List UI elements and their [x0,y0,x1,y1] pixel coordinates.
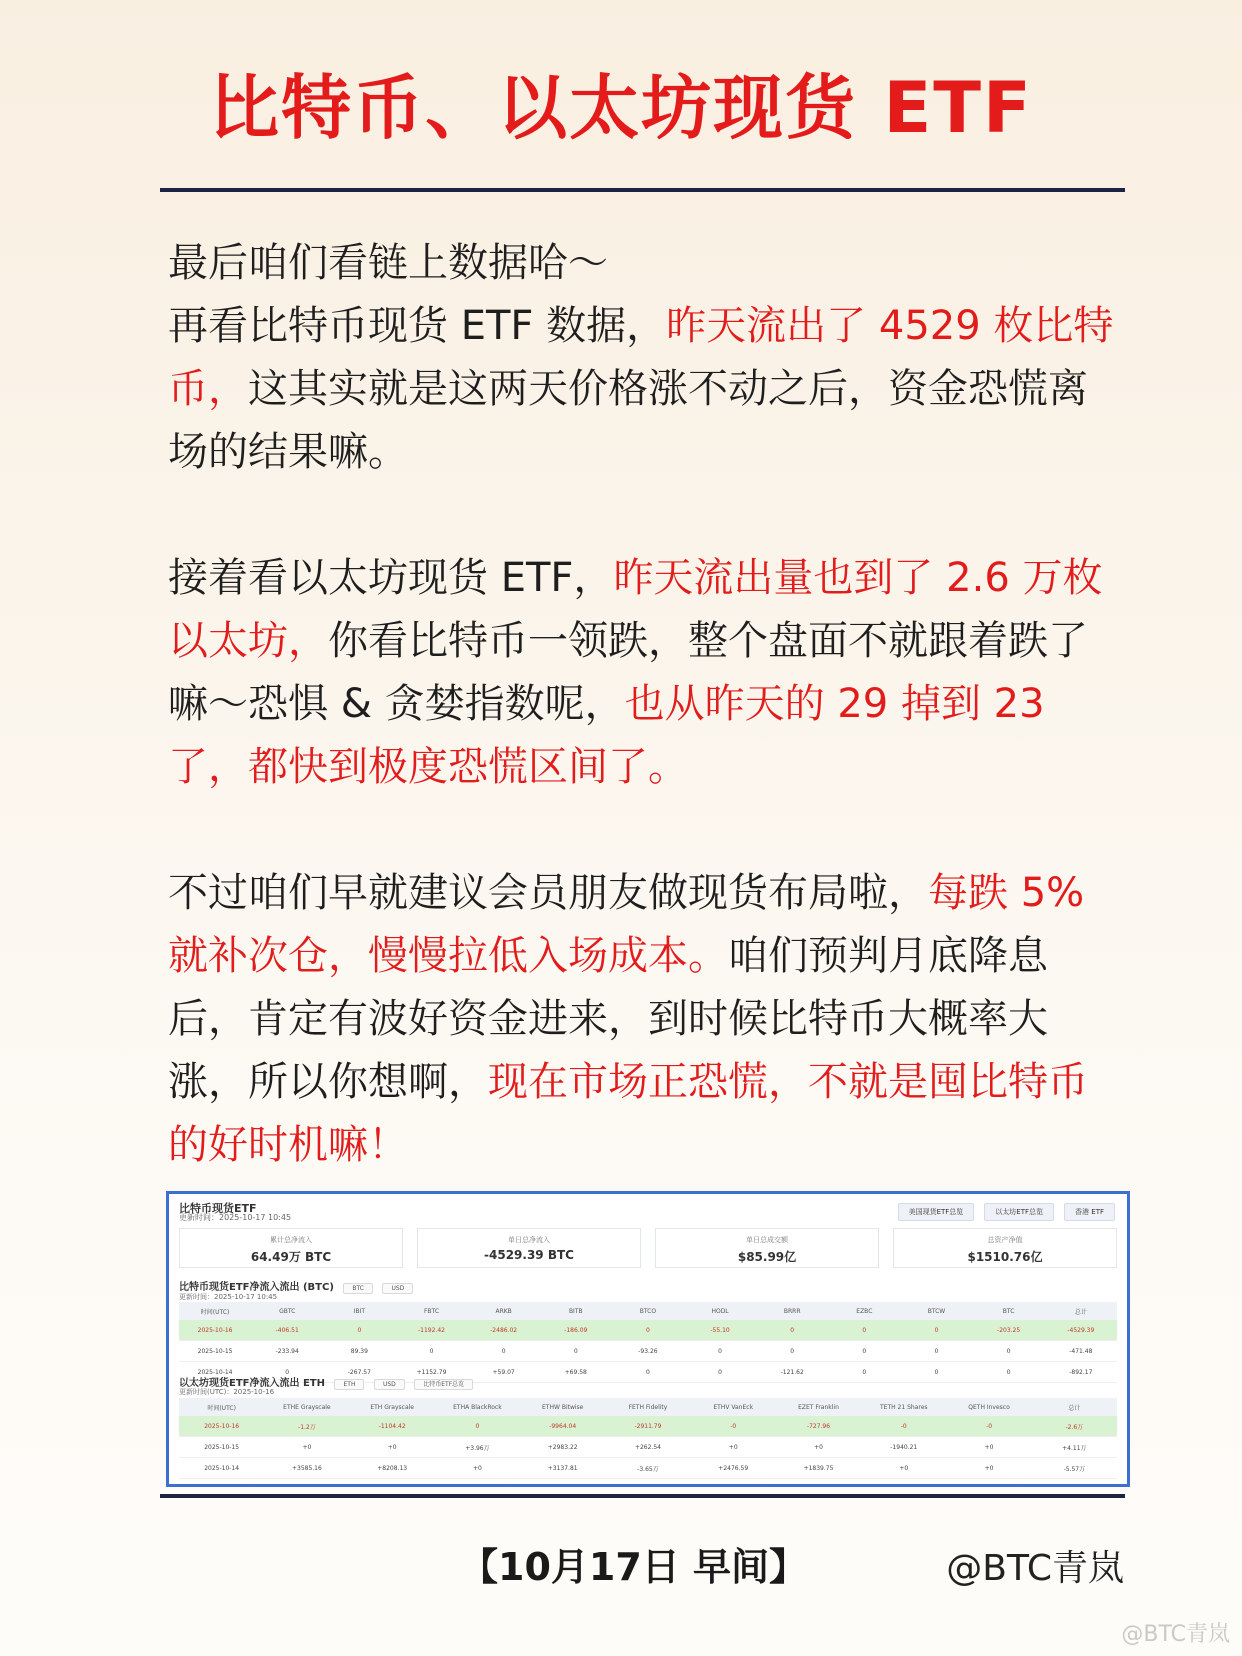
column-header: ARKB [468,1302,540,1320]
table-cell: +0 [435,1458,520,1479]
table-cell: 0 [251,1362,323,1383]
column-header: BITB [540,1302,612,1320]
highlight-text: 昨天流出了 4529 枚比特币， [168,303,1114,412]
eth-flow-table [179,1398,1117,1479]
overview-button[interactable]: 香港 ETF [1064,1203,1115,1221]
table-cell: -233.94 [251,1341,323,1362]
table-row [179,1320,1117,1341]
overview-button[interactable]: 美国现货ETF总览 [898,1203,975,1221]
column-header: EZET Franklin [776,1398,861,1416]
table-cell: +3585.16 [264,1458,349,1479]
table-row [179,1341,1117,1362]
table-cell: +0 [946,1437,1031,1458]
table-cell: +0 [691,1437,776,1458]
table-cell: 0 [612,1320,684,1341]
card-label: 单日总成交额 [746,1236,788,1244]
footer-date: 【10月17日 早间】 [460,1545,807,1589]
table-cell: -1940.21 [861,1437,946,1458]
summary-card [655,1228,879,1268]
column-header: 时间(UTC) [179,1302,251,1320]
eth-section-sub: 更新时间(UTC)：2025-10-16 [179,1388,275,1396]
card-label: 总资产净值 [987,1236,1023,1244]
column-header: 时间(UTC) [179,1398,264,1416]
card-value: $85.99亿 [737,1250,797,1264]
table-cell: +0 [861,1458,946,1479]
card-value: $1510.76亿 [967,1250,1043,1264]
eth-section-title: 以太坊现货ETF净流入流出 ETH ETH USD 比特币ETF总览 [179,1374,473,1389]
overview-buttons [898,1203,1115,1221]
paragraph-text: 再看比特币现货 ETF 数据， [168,303,667,349]
table-cell: +4.11万 [1032,1437,1117,1458]
table-cell: 89.39 [323,1341,395,1362]
table-cell: 2025-10-14 [179,1362,251,1383]
table-cell: -186.09 [540,1320,612,1341]
table-cell: 0 [900,1320,972,1341]
table-cell: 2025-10-16 [179,1416,264,1437]
column-header: 总计 [1045,1302,1117,1320]
column-header: ETH Grayscale [350,1398,435,1416]
table-cell: -406.51 [251,1320,323,1341]
paragraph [168,547,1118,799]
btc-tab[interactable]: BTC [343,1283,373,1294]
table-cell: -93.26 [612,1341,684,1362]
table-cell: -4529.39 [1045,1320,1117,1341]
table-cell: 0 [395,1341,467,1362]
highlight-text: 每跌 5% 就补次仓，慢慢拉低入场成本。 [168,870,1085,979]
table-cell: 2025-10-15 [179,1341,251,1362]
table-cell: -203.25 [973,1320,1045,1341]
btc-section-title: 比特币现货ETF净流入流出 (BTC) BTC USD [179,1278,413,1293]
table-cell: -9964.04 [520,1416,605,1437]
table-cell: +1152.79 [395,1362,467,1383]
paragraph [168,232,1118,484]
table-cell: +2983.22 [520,1437,605,1458]
table-row [179,1458,1117,1479]
table-cell: +3137.81 [520,1458,605,1479]
table-cell: +0 [264,1437,349,1458]
table-cell: +0 [350,1437,435,1458]
table-row [179,1437,1117,1458]
etf-data-screenshot [166,1191,1130,1487]
footer-handle: @BTC青岚 [946,1548,1124,1589]
screenshot-heading: 比特币现货ETF [179,1202,257,1215]
card-label: 单日总净流入 [508,1236,550,1244]
page-title: 比特币、以太坊现货 ETF [209,67,1033,149]
summary-card [417,1228,641,1268]
card-value: -4529.39 BTC [484,1248,574,1262]
article-body [168,232,1118,1177]
table-cell: -471.48 [1045,1341,1117,1362]
column-header: ETHE Grayscale [264,1398,349,1416]
overview-button[interactable]: 以太坊ETF总览 [984,1203,1054,1221]
summary-card [179,1228,403,1268]
table-cell: -892.17 [1045,1362,1117,1383]
table-cell: 2025-10-16 [179,1320,251,1341]
paragraph-text: 咱们预判月底降息后，肯定有波好资金进来，到时候比特币大概率大涨，所以你想啊， [168,933,1048,1105]
table-cell: -0 [691,1416,776,1437]
table-cell: -121.62 [756,1362,828,1383]
table-cell: 0 [435,1416,520,1437]
table-cell: 2025-10-15 [179,1437,264,1458]
table-cell: -727.96 [776,1416,861,1437]
column-header: BRRR [756,1302,828,1320]
table-cell: 0 [973,1362,1045,1383]
card-label: 累计总净流入 [270,1236,312,1244]
column-header: BTCO [612,1302,684,1320]
column-header: IBIT [323,1302,395,1320]
watermark: @BTC青岚 [1121,1622,1230,1647]
table-cell: -55.10 [684,1320,756,1341]
table-cell: -2486.02 [468,1320,540,1341]
column-header: ETHW Bitwise [520,1398,605,1416]
table-cell: 2025-10-14 [179,1458,264,1479]
table-cell: -2.6万 [1032,1416,1117,1437]
paragraph-text: 不过咱们早就建议会员朋友做现货布局啦， [168,870,928,916]
table-cell: 0 [323,1320,395,1341]
table-cell: 0 [684,1341,756,1362]
paragraph-text: 你看比特币一领跌，整个盘面不就跟着跌了嘛～恐惧 & 贪婪指数呢， [168,618,1088,727]
column-header: GBTC [251,1302,323,1320]
table-cell: 0 [756,1320,828,1341]
column-header: ETHA BlackRock [435,1398,520,1416]
table-cell: 0 [900,1362,972,1383]
highlight-text: 昨天流出量也到了 2.6 万枚以太坊， [168,555,1103,664]
divider-top [160,188,1125,192]
table-cell: +69.58 [540,1362,612,1383]
column-header: BTC [973,1302,1045,1320]
column-header: HODL [684,1302,756,1320]
table-cell: -1.2万 [264,1416,349,1437]
column-header: QETH Invesco [946,1398,1031,1416]
highlight-text: 现在市场正恐慌，不就是囤比特币的好时机嘛！ [168,1059,1088,1168]
btc-flow-table [179,1302,1117,1383]
table-cell: 0 [973,1341,1045,1362]
paragraph-text: 接着看以太坊现货 ETF， [168,555,614,601]
table-cell: 0 [828,1341,900,1362]
usd-tab[interactable]: USD [382,1283,413,1294]
table-cell: -5.57万 [1032,1458,1117,1479]
table-cell: -0 [861,1416,946,1437]
divider-bottom [160,1494,1125,1498]
usd-tab[interactable]: USD [374,1379,405,1390]
table-cell: 0 [684,1362,756,1383]
eth-tab[interactable]: ETH [334,1379,364,1390]
column-header: 总计 [1032,1398,1117,1416]
table-cell: -2911.79 [605,1416,690,1437]
column-header: TETH 21 Shares [861,1398,946,1416]
paragraph [168,862,1118,1177]
table-cell: -1192.42 [395,1320,467,1341]
table-cell: -3.65万 [605,1458,690,1479]
paragraph-text: 最后咱们看链上数据哈～ [168,240,608,286]
table-cell: 0 [900,1341,972,1362]
table-cell: 0 [468,1341,540,1362]
highlight-text: 也从昨天的 29 掉到 23 了，都快到极度恐慌区间了。 [168,681,1045,790]
table-cell: +8208.13 [350,1458,435,1479]
table-cell: +3.96万 [435,1437,520,1458]
card-value: 64.49万 BTC [250,1250,332,1264]
table-cell: 0 [756,1341,828,1362]
screenshot-timestamp: 更新时间：2025-10-17 10:45 [179,1213,292,1222]
column-header: EZBC [828,1302,900,1320]
table-cell: 0 [828,1320,900,1341]
column-header: BTCW [900,1302,972,1320]
table-cell: +262.54 [605,1437,690,1458]
summary-card [893,1228,1117,1268]
table-cell: -0 [946,1416,1031,1437]
column-header: FETH Fidelity [605,1398,690,1416]
table-cell: +0 [776,1437,861,1458]
table-cell: 0 [612,1362,684,1383]
btc-section-sub: 更新时间：2025-10-17 10:45 [179,1293,278,1301]
summary-cards [179,1228,1117,1268]
table-cell: -1104.42 [350,1416,435,1437]
column-header: FBTC [395,1302,467,1320]
table-cell: +0 [946,1458,1031,1479]
table-cell: +2476.59 [691,1458,776,1479]
btc-etf-overview-tab[interactable]: 比特币ETF总览 [414,1379,473,1390]
table-cell: -267.57 [323,1362,395,1383]
table-cell: +59.07 [468,1362,540,1383]
paragraph-text: 这其实就是这两天价格涨不动之后，资金恐慌离场的结果嘛。 [168,366,1088,475]
table-cell: 0 [540,1341,612,1362]
column-header: ETHV VanEck [691,1398,776,1416]
table-cell: 0 [828,1362,900,1383]
table-row [179,1416,1117,1437]
table-cell: +1839.75 [776,1458,861,1479]
